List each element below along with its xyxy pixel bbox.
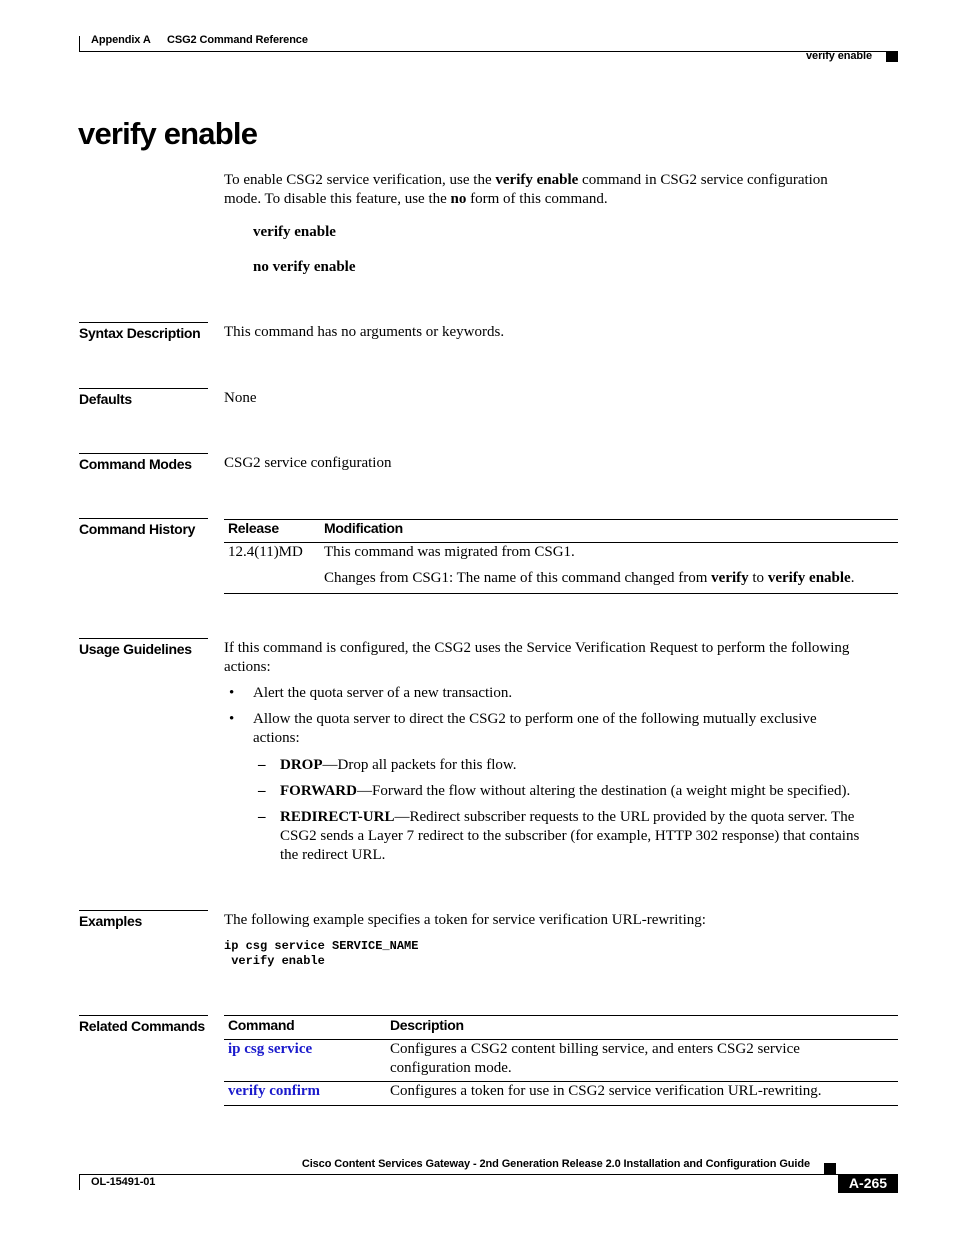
page-title: verify enable [78, 116, 258, 151]
related-top-rule [224, 1015, 898, 1016]
dash-2: – [258, 783, 266, 799]
dash-1: – [258, 757, 266, 773]
related-col-command: Command [228, 1017, 295, 1033]
dash-2-text: FORWARD—Forward the flow without altering the destination (a weight might be specified). [280, 783, 851, 799]
footer-left-bar [79, 1174, 80, 1190]
footer-guide-title: Cisco Content Services Gateway - 2nd Generation Release 2.0 Installation and Configuration Guide [301, 1158, 810, 1170]
related-col-description: Description [390, 1017, 464, 1033]
usage-guidelines-label: Usage Guidelines [79, 638, 208, 657]
related-commands-label: Related Commands [79, 1015, 208, 1034]
usage-bullet-1-text: Alert the quota server of a new transaction. [253, 685, 513, 701]
related-link-ip-csg-service[interactable]: ip csg service [228, 1041, 313, 1057]
example-code-line-1: ip csg service SERVICE_NAME [224, 939, 419, 953]
command-history-label: Command History [79, 518, 208, 537]
history-col-release: Release [228, 520, 279, 536]
examples-text: The following example specifies a token for service verification URL-rewriting: [224, 912, 706, 928]
syntax-line-2: no verify enable [253, 259, 356, 275]
header-section: CSG2 Command Reference [167, 34, 308, 46]
related-bottom-rule [224, 1105, 898, 1106]
footer-marker [824, 1163, 836, 1174]
history-release: 12.4(11)MD [228, 544, 303, 560]
history-col-modification: Modification [324, 520, 403, 536]
defaults-label: Defaults [79, 388, 208, 407]
header-appendix: Appendix A [91, 34, 151, 46]
example-code-line-2: verify enable [224, 954, 325, 968]
header-rule [79, 51, 898, 52]
syntax-description-text: This command has no arguments or keywords. [224, 324, 505, 340]
usage-bullet-2: • [229, 711, 235, 727]
header-running-title: verify enable [806, 50, 872, 62]
related-desc-2: Configures a token for use in CSG2 service verification URL-rewriting. [390, 1083, 822, 1099]
syntax-line-1: verify enable [253, 224, 336, 240]
header-left-bar [79, 36, 80, 52]
footer-rule [79, 1174, 898, 1175]
usage-intro: If this command is configured, the CSG2 uses the Service Verification Request to perform the following actions: [224, 640, 850, 675]
usage-bullet-2-text: Allow the quota server to direct the CSG2 to perform one of the following mutually exclusive actions: [253, 711, 817, 746]
dash-3-text: REDIRECT-URL—Redirect subscriber requests to the URL provided by the quota server. The CSG2 sends a Layer 7 redirect to the subscriber (for example, HTTP 302 response) that contains the redirect URL. [280, 809, 860, 863]
command-modes-label: Command Modes [79, 453, 208, 472]
dash-1-text: DROP—Drop all packets for this flow. [280, 757, 517, 773]
history-mod-2: Changes from CSG1: The name of this command changed from verify to verify enable. [324, 570, 855, 586]
usage-bullet-1: • [229, 685, 235, 701]
footer-doc-id: OL-15491-01 [91, 1176, 156, 1188]
syntax-description-label: Syntax Description [79, 322, 208, 341]
defaults-text: None [224, 390, 257, 406]
intro-paragraph: To enable CSG2 service verification, use the verify enable command in CSG2 service configuration mode. To disable this feature, use the no form of this command. [224, 172, 828, 207]
history-mod-1: This command was migrated from CSG1. [324, 544, 575, 560]
history-bottom-rule [224, 593, 898, 594]
header-marker [886, 51, 898, 62]
related-link-verify-confirm[interactable]: verify confirm [228, 1083, 321, 1099]
command-modes-text: CSG2 service configuration [224, 455, 392, 471]
footer-page-number: A-265 [838, 1174, 898, 1193]
related-desc-1: Configures a CSG2 content billing service, and enters CSG2 service configuration mode. [390, 1041, 800, 1076]
examples-label: Examples [79, 910, 208, 929]
dash-3: – [258, 809, 266, 825]
